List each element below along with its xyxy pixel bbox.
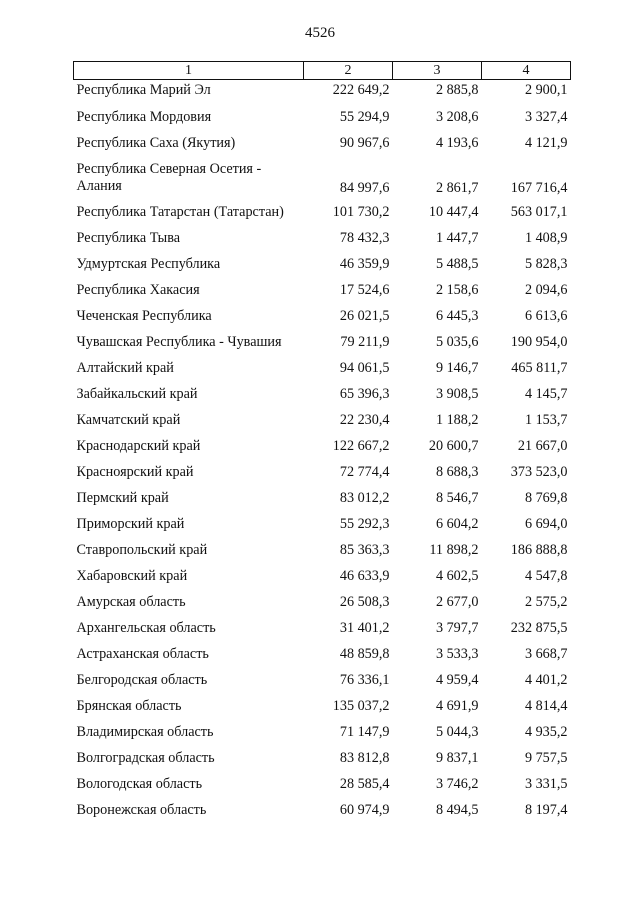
value-cell-col4: 8 769,8 bbox=[524, 490, 568, 506]
table-row bbox=[74, 771, 571, 797]
value-cell-col4: 4 145,7 bbox=[524, 386, 568, 402]
table-row bbox=[74, 641, 571, 667]
value-cell-col2: 85 363,3 bbox=[339, 542, 390, 558]
value-cell-col2: 17 524,6 bbox=[339, 282, 390, 298]
table-row bbox=[74, 329, 571, 355]
region-name-cell: Брянская область bbox=[76, 698, 182, 714]
table-row bbox=[74, 303, 571, 329]
value-cell-col2: 222 649,2 bbox=[332, 82, 390, 98]
value-cell-col3: 4 959,4 bbox=[435, 672, 479, 688]
table-row bbox=[74, 797, 571, 823]
value-cell-col4: 4 401,2 bbox=[524, 672, 568, 688]
value-cell-col4: 4 814,4 bbox=[524, 698, 568, 714]
value-cell-col3: 6 445,3 bbox=[435, 308, 479, 324]
column-header-3: 3 bbox=[393, 62, 482, 80]
value-cell-col4: 563 017,1 bbox=[510, 204, 568, 220]
region-name-cell: Чувашская Республика - Чувашия bbox=[76, 334, 282, 350]
region-name-cell: Краснодарский край bbox=[76, 438, 201, 454]
table-row bbox=[74, 667, 571, 693]
region-name-cell: Ставропольский край bbox=[76, 542, 208, 558]
value-cell-col4: 2 094,6 bbox=[524, 282, 568, 298]
table-header-row bbox=[74, 62, 571, 80]
value-cell-col4: 3 668,7 bbox=[524, 646, 568, 662]
value-cell-col3: 3 208,6 bbox=[435, 109, 479, 125]
value-cell-col2: 46 633,9 bbox=[339, 568, 390, 584]
regional-data-table bbox=[73, 61, 571, 823]
value-cell-col2: 55 294,9 bbox=[339, 109, 390, 125]
value-cell-col4: 3 331,5 bbox=[524, 776, 568, 792]
table-row bbox=[74, 251, 571, 277]
value-cell-col2: 26 021,5 bbox=[339, 308, 390, 324]
region-name-cell: Республика Марий Эл bbox=[76, 82, 211, 98]
value-cell-col4: 6 694,0 bbox=[524, 516, 568, 532]
value-cell-col3: 2 158,6 bbox=[435, 282, 479, 298]
table-row bbox=[74, 511, 571, 537]
table-row bbox=[74, 355, 571, 381]
table-row bbox=[74, 156, 571, 199]
value-cell-col2: 72 774,4 bbox=[339, 464, 390, 480]
table-row bbox=[74, 130, 571, 156]
region-name-cell: Пермский край bbox=[76, 490, 169, 506]
column-header-4: 4 bbox=[482, 62, 571, 80]
value-cell-col3: 1 188,2 bbox=[435, 412, 479, 428]
table-row bbox=[74, 615, 571, 641]
region-name-cell: Республика Саха (Якутия) bbox=[76, 135, 236, 151]
region-name-cell: Республика Тыва bbox=[76, 230, 181, 246]
value-cell-col4: 3 327,4 bbox=[524, 109, 568, 125]
region-name-cell: Амурская область bbox=[76, 594, 186, 610]
value-cell-col4: 4 935,2 bbox=[524, 724, 568, 740]
value-cell-col4: 9 757,5 bbox=[524, 750, 568, 766]
region-name-cell: Хабаровский край bbox=[76, 568, 188, 584]
table-row bbox=[74, 537, 571, 563]
value-cell-col3: 3 797,7 bbox=[435, 620, 479, 636]
value-cell-col3: 2 885,8 bbox=[435, 82, 479, 98]
value-cell-col2: 83 812,8 bbox=[339, 750, 390, 766]
value-cell-col3: 3 746,2 bbox=[435, 776, 479, 792]
region-name-cell: Астраханская область bbox=[76, 646, 209, 662]
value-cell-col3: 2 861,7 bbox=[435, 180, 479, 196]
column-header-1: 1 bbox=[74, 62, 304, 80]
value-cell-col2: 65 396,3 bbox=[339, 386, 390, 402]
value-cell-col3: 3 908,5 bbox=[435, 386, 479, 402]
table-row bbox=[74, 407, 571, 433]
value-cell-col2: 28 585,4 bbox=[339, 776, 390, 792]
value-cell-col2: 46 359,9 bbox=[339, 256, 390, 272]
value-cell-col3: 2 677,0 bbox=[435, 594, 479, 610]
table-row bbox=[74, 745, 571, 771]
table-row bbox=[74, 199, 571, 225]
value-cell-col4: 4 547,8 bbox=[524, 568, 568, 584]
value-cell-col2: 76 336,1 bbox=[339, 672, 390, 688]
region-name-cell: Воронежская область bbox=[76, 802, 207, 818]
region-name-cell: Вологодская область bbox=[76, 776, 203, 792]
value-cell-col4: 6 613,6 bbox=[524, 308, 568, 324]
region-name-cell: Забайкальский край bbox=[76, 386, 198, 402]
value-cell-col3: 9 146,7 bbox=[435, 360, 479, 376]
value-cell-col4: 465 811,7 bbox=[511, 360, 568, 376]
value-cell-col2: 94 061,5 bbox=[339, 360, 390, 376]
region-name-cell: Владимирская область bbox=[76, 724, 214, 740]
value-cell-col2: 26 508,3 bbox=[339, 594, 390, 610]
value-cell-col3: 9 837,1 bbox=[435, 750, 479, 766]
value-cell-col4: 21 667,0 bbox=[517, 438, 568, 454]
region-name-cell: Волгоградская область bbox=[76, 750, 215, 766]
value-cell-col3: 8 688,3 bbox=[435, 464, 479, 480]
table-row bbox=[74, 104, 571, 130]
value-cell-col2: 22 230,4 bbox=[339, 412, 390, 428]
value-cell-col2: 90 967,6 bbox=[339, 135, 390, 151]
value-cell-col4: 186 888,8 bbox=[510, 542, 568, 558]
region-name-cell: Чеченская Республика bbox=[76, 308, 212, 324]
region-name-cell: Республика Мордовия bbox=[76, 109, 212, 125]
region-name-cell: Республика Северная Осетия - Алания bbox=[76, 160, 262, 194]
value-cell-col4: 2 575,2 bbox=[524, 594, 568, 610]
table-row bbox=[74, 277, 571, 303]
value-cell-col3: 11 898,2 bbox=[429, 542, 479, 558]
region-name-cell: Республика Татарстан (Татарстан) bbox=[76, 204, 284, 220]
table-row bbox=[74, 589, 571, 615]
table-row bbox=[74, 459, 571, 485]
table-row bbox=[74, 563, 571, 589]
table-row bbox=[74, 485, 571, 511]
value-cell-col3: 6 604,2 bbox=[435, 516, 479, 532]
value-cell-col4: 2 900,1 bbox=[524, 82, 568, 98]
value-cell-col3: 8 494,5 bbox=[435, 802, 479, 818]
value-cell-col3: 5 035,6 bbox=[435, 334, 479, 350]
value-cell-col4: 4 121,9 bbox=[524, 135, 568, 151]
value-cell-col3: 10 447,4 bbox=[428, 204, 479, 220]
value-cell-col3: 5 488,5 bbox=[435, 256, 479, 272]
value-cell-col2: 135 037,2 bbox=[332, 698, 390, 714]
region-name-cell: Алтайский край bbox=[76, 360, 174, 376]
value-cell-col4: 232 875,5 bbox=[510, 620, 568, 636]
value-cell-col2: 101 730,2 bbox=[332, 204, 390, 220]
value-cell-col2: 71 147,9 bbox=[339, 724, 390, 740]
region-name-cell: Республика Хакасия bbox=[76, 282, 200, 298]
value-cell-col2: 122 667,2 bbox=[332, 438, 390, 454]
region-name-cell: Приморский край bbox=[76, 516, 185, 532]
region-name-cell: Камчатский край bbox=[76, 412, 181, 428]
value-cell-col4: 190 954,0 bbox=[510, 334, 568, 350]
table-row bbox=[74, 719, 571, 745]
value-cell-col2: 79 211,9 bbox=[340, 334, 390, 350]
value-cell-col4: 5 828,3 bbox=[524, 256, 568, 272]
table-body bbox=[74, 80, 571, 824]
value-cell-col3: 4 193,6 bbox=[435, 135, 479, 151]
region-name-cell: Красноярский край bbox=[76, 464, 194, 480]
value-cell-col2: 84 997,6 bbox=[339, 180, 390, 196]
value-cell-col3: 4 691,9 bbox=[435, 698, 479, 714]
table-row bbox=[74, 80, 571, 105]
value-cell-col3: 3 533,3 bbox=[435, 646, 479, 662]
region-name-cell: Архангельская область bbox=[76, 620, 216, 636]
value-cell-col3: 4 602,5 bbox=[435, 568, 479, 584]
value-cell-col4: 373 523,0 bbox=[510, 464, 568, 480]
value-cell-col3: 20 600,7 bbox=[428, 438, 479, 454]
value-cell-col2: 60 974,9 bbox=[339, 802, 390, 818]
region-name-cell: Белгородская область bbox=[76, 672, 208, 688]
value-cell-col3: 8 546,7 bbox=[435, 490, 479, 506]
column-header-2: 2 bbox=[304, 62, 393, 80]
value-cell-col3: 1 447,7 bbox=[435, 230, 479, 246]
value-cell-col2: 83 012,2 bbox=[339, 490, 390, 506]
table-row bbox=[74, 225, 571, 251]
value-cell-col4: 167 716,4 bbox=[510, 180, 568, 196]
value-cell-col2: 55 292,3 bbox=[339, 516, 390, 532]
value-cell-col2: 78 432,3 bbox=[339, 230, 390, 246]
value-cell-col4: 1 408,9 bbox=[524, 230, 568, 246]
value-cell-col2: 31 401,2 bbox=[339, 620, 390, 636]
value-cell-col4: 8 197,4 bbox=[524, 802, 568, 818]
value-cell-col4: 1 153,7 bbox=[524, 412, 568, 428]
table-row bbox=[74, 433, 571, 459]
page-number: 4526 bbox=[305, 25, 335, 41]
value-cell-col3: 5 044,3 bbox=[435, 724, 479, 740]
table-row bbox=[74, 693, 571, 719]
value-cell-col2: 48 859,8 bbox=[339, 646, 390, 662]
region-name-cell: Удмуртская Республика bbox=[76, 256, 221, 272]
table-row bbox=[74, 381, 571, 407]
